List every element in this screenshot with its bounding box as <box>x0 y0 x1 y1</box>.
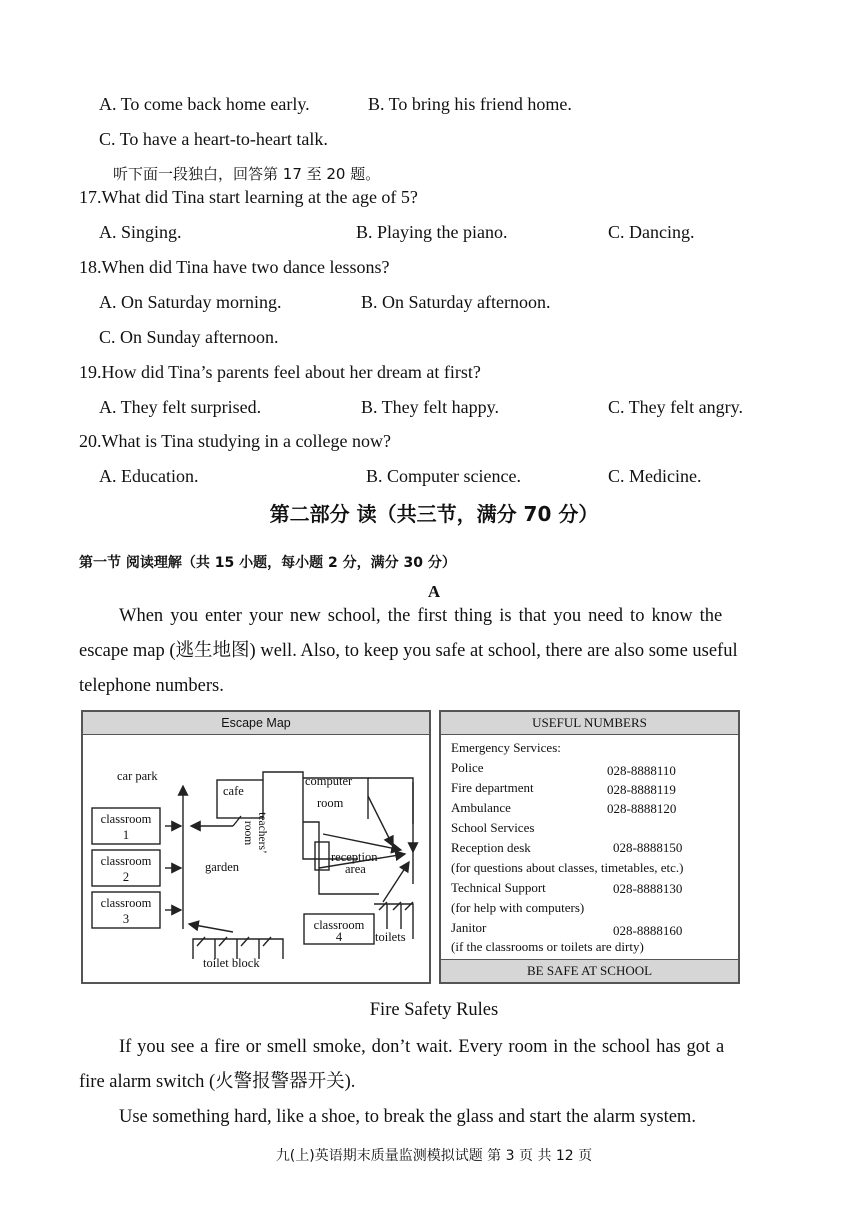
fire-line-1: If you see a fire or smell smoke, don’t wait. Every room in the school has got a <box>119 1037 725 1057</box>
map-label-teachers-room: teachers’ room <box>242 812 268 854</box>
question-19-option-b: B. They felt happy. <box>361 397 499 417</box>
fire-line-3: Use something hard, like a shoe, to break the glass and start the alarm system. <box>119 1107 696 1127</box>
intro-line-3: telephone numbers. <box>79 676 224 696</box>
numbers-row-value: 028-8888120 <box>607 801 677 816</box>
listening-instruction: 听下面一段独白，回答第 17 至 20 题。 <box>113 165 381 183</box>
question-19-option-c: C. They felt angry. <box>608 397 743 417</box>
numbers-row-label: Technical Support <box>451 880 546 895</box>
map-label-reception: reception <box>331 850 378 864</box>
q16-option-a: A. To come back home early. <box>99 94 310 114</box>
numbers-row-label: (for help with computers) <box>451 900 585 915</box>
map-label-toilet-block: toilet block <box>203 956 260 970</box>
numbers-row-value: 028-8888119 <box>607 782 676 797</box>
part-title: 第二部分 读（共三节，满分 70 分） <box>269 502 599 526</box>
question-20-stem: 20.What is Tina studying in a college now? <box>79 431 391 451</box>
question-18-option-c: C. On Sunday afternoon. <box>99 327 279 347</box>
map-label-garden: garden <box>205 860 240 874</box>
map-label-toilets: toilets <box>375 930 406 944</box>
map-label-classroom-4-num: 4 <box>335 930 343 944</box>
useful-numbers-footer: BE SAFE AT SCHOOL <box>441 959 738 982</box>
question-18-option-a: A. On Saturday morning. <box>99 292 282 312</box>
question-20-option-b: B. Computer science. <box>366 466 521 486</box>
numbers-row-value: 028-8888160 <box>613 923 683 938</box>
map-label-computer: computer <box>305 774 353 788</box>
map-label-classroom-3-num: 3 <box>122 912 130 926</box>
map-label-car-park: car park <box>117 769 158 783</box>
numbers-row-label: (if the classrooms or toilets are dirty) <box>451 939 644 954</box>
map-label-room: room <box>317 796 344 810</box>
reception-desk-box <box>315 842 329 870</box>
map-label-area: area <box>345 862 366 876</box>
numbers-row-value: 028-8888150 <box>613 840 683 855</box>
numbers-row-value: 028-8888130 <box>613 881 683 896</box>
intro-line-1: When you enter your new school, the first thing is that you need to know the <box>119 606 723 626</box>
escape-map-title: Escape Map <box>83 712 429 735</box>
question-20-option-a: A. Education. <box>99 466 199 486</box>
question-17-option-a: A. Singing. <box>99 222 182 242</box>
question-17-stem: 17.What did Tina start learning at the age of 5? <box>79 187 418 207</box>
useful-numbers-panel <box>439 710 740 984</box>
question-19-option-a: A. They felt surprised. <box>99 397 262 417</box>
q16-option-b: B. To bring his friend home. <box>368 94 572 114</box>
question-17-option-b: B. Playing the piano. <box>356 222 508 242</box>
numbers-row-label: Emergency Services: <box>451 740 561 755</box>
section-title: 第一节 阅读理解（共 15 小题，每小题 2 分，满分 30 分） <box>79 555 456 571</box>
intro-line-2: escape map (逃生地图) well. Also, to keep you safe at school, there are also some useful <box>79 641 738 661</box>
numbers-row-label: (for questions about classes, timetables, etc.) <box>451 860 684 875</box>
numbers-row-label: Fire department <box>451 780 534 795</box>
question-19-stem: 19.How did Tina’s parents feel about her dream at first? <box>79 362 481 382</box>
fire-line-2: fire alarm switch (火警报警器开关). <box>79 1072 356 1092</box>
passage-label: A <box>427 582 441 601</box>
useful-numbers-title: USEFUL NUMBERS <box>441 712 738 735</box>
map-label-classroom-2: classroom <box>100 854 152 868</box>
fire-safety-title: Fire Safety Rules <box>369 1000 499 1020</box>
question-20-option-c: C. Medicine. <box>608 466 702 486</box>
map-label-classroom-1: classroom <box>100 812 152 826</box>
numbers-row-label: Ambulance <box>451 800 511 815</box>
page-footer: 九(上)英语期末质量监测模拟试题 第 3 页 共 12 页 <box>275 1148 593 1164</box>
map-label-cafe: cafe <box>223 784 244 798</box>
question-18-stem: 18.When did Tina have two dance lessons? <box>79 257 390 277</box>
map-label-classroom-3: classroom <box>100 896 152 910</box>
numbers-row-label: Reception desk <box>451 840 531 855</box>
numbers-row-label: Janitor <box>451 920 487 935</box>
numbers-row-value: 028-8888110 <box>607 763 676 778</box>
numbers-row-label: Police <box>451 760 484 775</box>
numbers-row-label: School Services <box>451 820 535 835</box>
map-label-classroom-1-num: 1 <box>122 828 130 842</box>
question-18-option-b: B. On Saturday afternoon. <box>361 292 551 312</box>
escape-map-panel <box>81 710 431 984</box>
question-17-option-c: C. Dancing. <box>608 222 695 242</box>
map-label-classroom-4: classroom <box>313 918 365 932</box>
map-label-classroom-2-num: 2 <box>122 870 130 884</box>
q16-option-c: C. To have a heart-to-heart talk. <box>99 129 328 149</box>
